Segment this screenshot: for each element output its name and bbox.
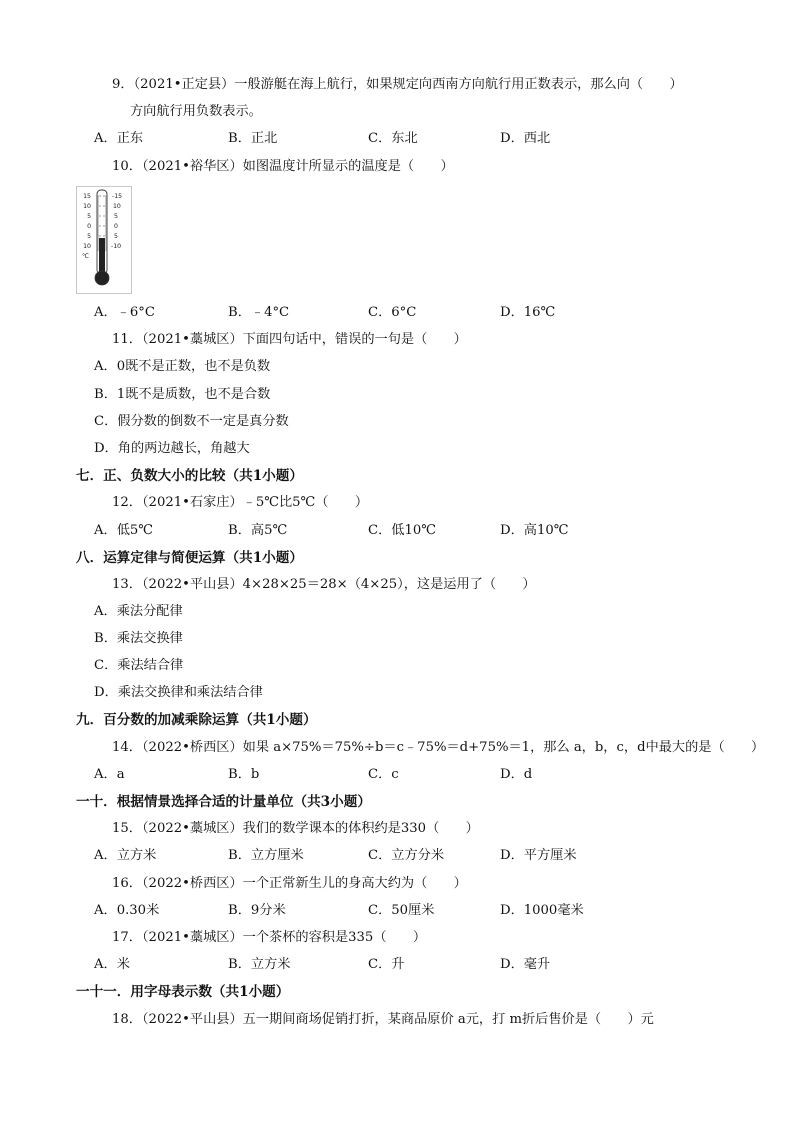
question-11-option-b: B．1既不是质数，也不是合数 (94, 387, 271, 402)
question-18-stem: 18．（2022•平山县）五一期间商场促销打折，某商品原价 a元，打 m折后售价是（ ）元 (112, 1012, 654, 1027)
left-label-neg5: 5 (87, 233, 91, 240)
right-label-neg5: 5 (114, 233, 118, 240)
question-16-options (94, 902, 714, 920)
question-12-options (94, 522, 714, 540)
question-13-stem: 13．（2022•平山县）4×28×25＝28×（4×25），这是运用了（ ） (112, 577, 536, 592)
question-14-stem: 14．（2022•桥西区）如果 a×75%＝75%÷b＝c﹣75%＝d+75%＝1，那么 a，b，c，d中最大的是（ ） (112, 740, 765, 755)
option-b: B．立方厘米 (228, 848, 304, 863)
option-a: A．米 (94, 957, 130, 972)
question-10-stem: 10．（2021•裕华区）如图温度计所显示的温度是（ ） (112, 159, 454, 174)
option-d: D．西北 (500, 131, 551, 146)
option-a: A．0.30米 (94, 903, 160, 918)
right-label-15: -15 (112, 193, 123, 200)
unit-label: ℃ (82, 253, 89, 260)
option-c: C．c (368, 767, 399, 782)
thermometer-figure (76, 186, 132, 294)
right-label-10: 10 (113, 203, 121, 210)
question-11-option-d: D．角的两边越长，角越大 (94, 441, 250, 456)
option-c: C．东北 (368, 131, 418, 146)
option-c: C．低10℃ (368, 523, 436, 538)
section-10-heading: 一十．根据情景选择合适的计量单位（共3小题） (76, 794, 371, 810)
option-a: A．低5℃ (94, 523, 154, 538)
section-9-heading: 九．百分数的加减乘除运算（共1小题） (76, 712, 317, 728)
thermometer-bulb (95, 271, 109, 285)
question-9-stem-continued: 方向航行用负数表示。 (130, 104, 262, 119)
option-c: C．升 (368, 957, 405, 972)
question-16-stem: 16．（2022•桥西区）一个正常新生儿的身高大约为（ ） (112, 876, 467, 891)
question-14-options (94, 766, 714, 784)
question-11-stem: 11．（2021•藁城区）下面四句话中，错误的一句是（ ） (112, 332, 467, 347)
option-a: A．﹣6°C (94, 305, 155, 320)
section-8-heading: 八．运算定律与简便运算（共1小题） (76, 550, 303, 566)
section-11-heading: 一十一．用字母表示数（共1小题） (76, 984, 290, 1000)
option-d: D．1000毫米 (500, 903, 584, 918)
question-17-options (94, 956, 714, 974)
option-c: C．50厘米 (368, 903, 435, 918)
option-d: D．毫升 (500, 957, 551, 972)
left-label-15: 15 (83, 193, 91, 200)
option-a: A．a (94, 767, 125, 782)
left-label-0: 0 (87, 223, 91, 230)
question-11-option-c: C．假分数的倒数不一定是真分数 (94, 414, 289, 429)
option-d: D．高10℃ (500, 523, 569, 538)
option-b: B．﹣4°C (228, 305, 290, 320)
option-b: B．正北 (228, 131, 278, 146)
question-15-stem: 15．（2022•藁城区）我们的数学课本的体积约是330（ ） (112, 821, 479, 836)
question-13-option-c: C．乘法结合律 (94, 658, 184, 673)
option-c: C．立方分米 (368, 848, 445, 863)
right-label-neg10: -10 (111, 243, 122, 250)
option-d: D．16℃ (500, 305, 556, 320)
option-b: B．立方米 (228, 957, 291, 972)
question-13-option-b: B．乘法交换律 (94, 631, 183, 646)
section-7-heading: 七．正、负数大小的比较（共1小题） (76, 468, 303, 484)
option-b: B．9分米 (228, 903, 286, 918)
left-label-neg10: 10 (83, 243, 91, 250)
question-12-stem: 12．（2021•石家庄）﹣5℃比5℃（ ） (112, 495, 369, 510)
right-label-0: 0 (114, 223, 118, 230)
question-9-options (94, 130, 714, 148)
left-label-10: 10 (83, 203, 91, 210)
option-a: A．立方米 (94, 848, 157, 863)
question-13-option-d: D．乘法交换律和乘法结合律 (94, 685, 263, 700)
question-13-option-a: A．乘法分配律 (94, 604, 183, 619)
question-10-options (94, 304, 714, 322)
question-9-stem: 9．（2021•正定县）一般游艇在海上航行，如果规定向西南方向航行用正数表示，那么向（ ） (112, 77, 683, 92)
mercury-column (99, 238, 105, 276)
question-15-options (94, 847, 714, 865)
right-label-5: 5 (114, 213, 118, 220)
option-a: A．正东 (94, 131, 144, 146)
option-b: B．高5℃ (228, 523, 288, 538)
left-label-5: 5 (87, 213, 91, 220)
option-d: D．平方厘米 (500, 848, 577, 863)
option-b: B．b (228, 767, 260, 782)
question-11-option-a: A．0既不是正数，也不是负数 (94, 359, 271, 374)
option-c: C．6°C (368, 305, 417, 320)
question-17-stem: 17．（2021•藁城区）一个茶杯的容积是335（ ） (112, 930, 427, 945)
option-d: D．d (500, 767, 533, 782)
